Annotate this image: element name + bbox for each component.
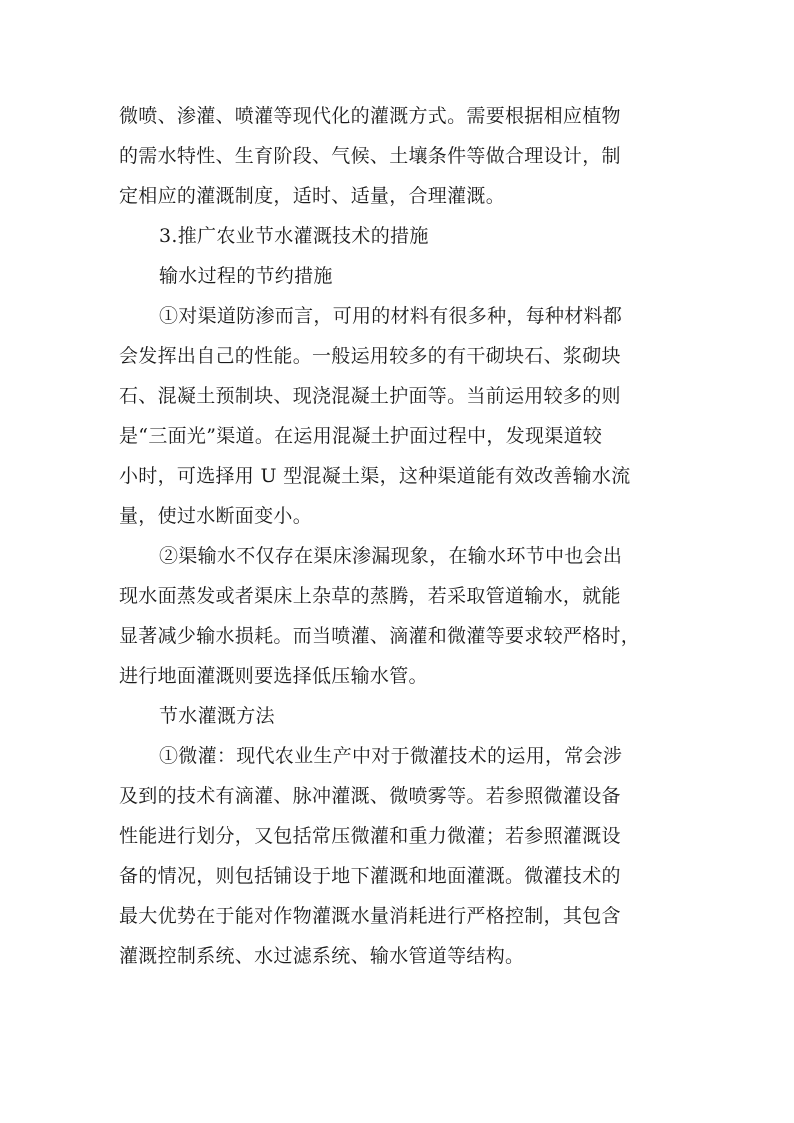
subsection-heading: 节水灌溉方法	[159, 705, 275, 727]
text-line: 显著减少输水损耗。而当喷灌、滴灌和微灌等要求较严格时，	[119, 625, 641, 647]
text-line: 石、混凝土预制块、现浇混凝土护面等。当前运用较多的则	[119, 385, 621, 407]
text-line: 及到的技术有滴灌、脉冲灌溉、微喷雾等。若参照微灌设备	[119, 785, 621, 807]
text-line: ①微灌：现代农业生产中对于微灌技术的运用，常会涉	[159, 745, 623, 767]
text-line: 灌溉控制系统、水过滤系统、输水管道等结构。	[119, 945, 525, 967]
text-line: ②渠输水不仅存在渠床渗漏现象，在输水环节中也会出	[159, 545, 623, 567]
text-line: 微喷、渗灌、喷灌等现代化的灌溉方式。需要根据相应植物	[119, 105, 621, 127]
text-line: 小时，可选择用 U 型混凝土渠，这种渠道能有效改善输水流	[119, 465, 631, 487]
text-line: 是“三面光”渠道。在运用混凝土护面过程中，发现渠道较	[119, 425, 603, 447]
text-line: 最大优势在于能对作物灌溉水量消耗进行严格控制，其包含	[119, 905, 621, 927]
subsection-heading: 输水过程的节约措施	[159, 265, 333, 287]
document-body	[119, 96, 675, 976]
text-line: 会发挥出自己的性能。一般运用较多的有干砌块石、浆砌块	[119, 345, 621, 367]
text-line: 备的情况，则包括铺设于地下灌溉和地面灌溉。微灌技术的	[119, 865, 621, 887]
text-line: 量，使过水断面变小。	[119, 505, 313, 527]
text-line: 性能进行划分，又包括常压微灌和重力微灌；若参照灌溉设	[119, 825, 621, 847]
section-heading: 3.推广农业节水灌溉技术的措施	[159, 225, 429, 247]
text-line: 进行地面灌溉则要选择低压输水管。	[119, 665, 428, 687]
text-line: 现水面蒸发或者渠床上杂草的蒸腾，若采取管道输水，就能	[119, 585, 621, 607]
text-line: 的需水特性、生育阶段、气候、土壤条件等做合理设计，制	[119, 145, 621, 167]
text-line: 定相应的灌溉制度，适时、适量，合理灌溉。	[119, 185, 506, 207]
text-line: ①对渠道防渗而言，可用的材料有很多种，每种材料都	[159, 305, 623, 327]
